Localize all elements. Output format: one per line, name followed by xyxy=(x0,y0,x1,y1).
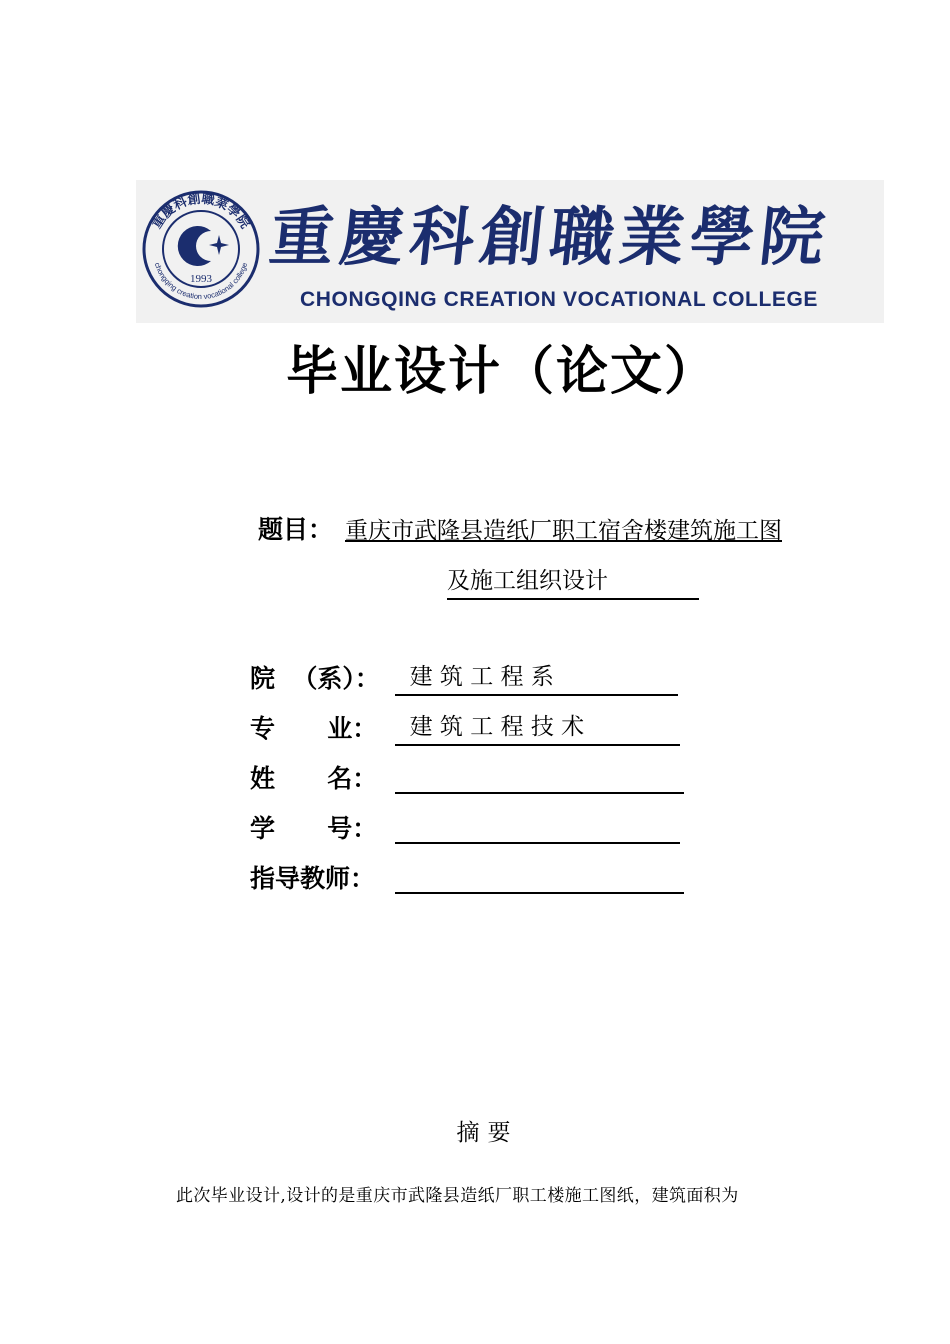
name-label: 姓 名： xyxy=(250,764,378,793)
advisor-label: 指导教师： xyxy=(250,864,376,893)
seal-ring-text-cn: 重慶科創職業學院 xyxy=(149,191,253,232)
college-seal-icon xyxy=(141,189,261,309)
seal-ring-text-en: chongqing creation vocational college xyxy=(152,261,250,302)
college-logo-banner xyxy=(136,180,884,323)
college-name-cn: 重慶科創職業學院 xyxy=(266,200,834,275)
topic-label: 题目： xyxy=(258,515,334,544)
department-label: 院 （系）： xyxy=(250,664,380,693)
abstract-heading: 摘要 xyxy=(456,1120,519,1146)
page-title: 毕业设计（论文） xyxy=(285,342,718,402)
student-id-label: 学 号： xyxy=(250,814,378,843)
topic-text-line-2: 及施工组织设计 xyxy=(447,564,699,600)
department-value: 建 筑 工 程 系 xyxy=(395,660,678,696)
topic-text-line-1: 重庆市武隆县造纸厂职工宿舍楼建筑施工图 xyxy=(345,518,782,544)
advisor-value xyxy=(395,858,684,894)
major-label: 专 业： xyxy=(250,714,378,743)
college-name-en: CHONGQING CREATION VOCATIONAL COLLEGE xyxy=(300,288,819,311)
student-id-value xyxy=(395,808,680,844)
abstract-first-line: 此次毕业设计,设计的是重庆市武隆县造纸厂职工楼施工图纸，建筑面积为 xyxy=(176,1186,739,1206)
name-value xyxy=(395,758,684,794)
seal-year: 1993 xyxy=(190,273,212,285)
major-value: 建 筑 工 程 技 术 xyxy=(395,710,680,746)
